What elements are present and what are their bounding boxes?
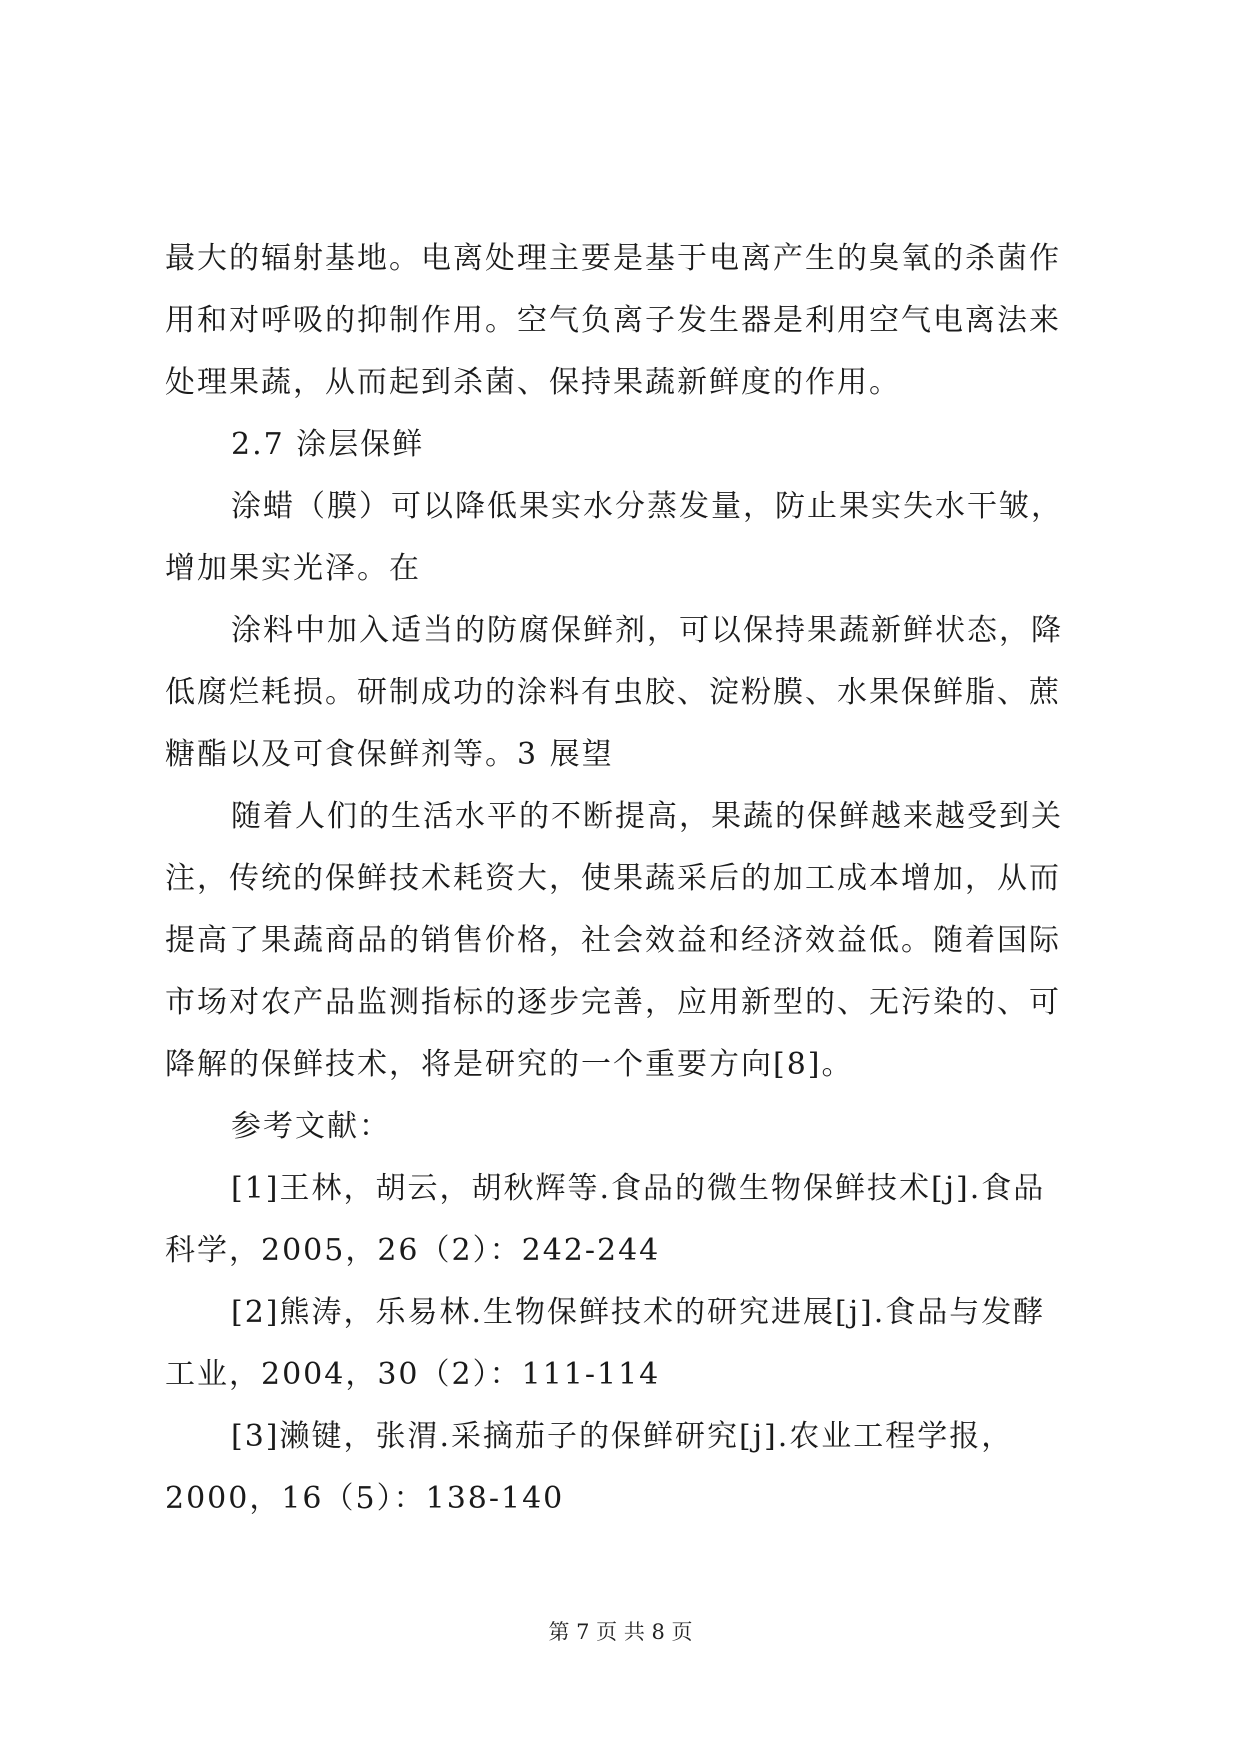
- paragraph-line: 处理果蔬，从而起到杀菌、保持果蔬新鲜度的作用。: [165, 365, 901, 400]
- paragraph-line: 降解的保鲜技术，将是研究的一个重要方向[8]。: [165, 1047, 854, 1082]
- section-heading: 2.7 涂层保鲜: [231, 427, 425, 462]
- paragraph-line: 提高了果蔬商品的销售价格，社会效益和经济效益低。随着国际: [165, 923, 1061, 958]
- paragraph-line: 涂料中加入适当的防腐保鲜剂，可以保持果蔬新鲜状态，降: [231, 613, 1063, 648]
- reference-item: [3]濑键，张渭.采摘茄子的保鲜研究[j].农业工程学报，: [231, 1419, 1014, 1454]
- paragraph-line: 涂蜡（膜）可以降低果实水分蒸发量，防止果实失水干皱，: [231, 489, 1063, 524]
- body-text: [165, 228, 1085, 1530]
- paragraph-line: 增加果实光泽。在: [165, 551, 421, 586]
- reference-item: 科学，2005，26（2）：242-244: [165, 1233, 661, 1268]
- reference-item: 2000，16（5）：138-140: [165, 1481, 565, 1516]
- paragraph-line: 糖酯以及可食保鲜剂等。3 展望: [165, 737, 614, 772]
- paragraph-line: 用和对呼吸的抑制作用。空气负离子发生器是利用空气电离法来: [165, 303, 1061, 338]
- references-heading: 参考文献：: [231, 1109, 391, 1144]
- paragraph-line: 市场对农产品监测指标的逐步完善，应用新型的、无污染的、可: [165, 985, 1061, 1020]
- reference-item: [2]熊涛，乐易林.生物保鲜技术的研究进展[j].食品与发酵: [231, 1295, 1046, 1330]
- page-footer: 第 7 页 共 8 页: [548, 1620, 693, 1644]
- paragraph-line: 低腐烂耗损。研制成功的涂料有虫胶、淀粉膜、水果保鲜脂、蔗: [165, 675, 1061, 710]
- paragraph-line: 随着人们的生活水平的不断提高，果蔬的保鲜越来越受到关: [231, 799, 1063, 834]
- paragraph-line: 注，传统的保鲜技术耗资大，使果蔬采后的加工成本增加，从而: [165, 861, 1061, 896]
- paragraph-line: 最大的辐射基地。电离处理主要是基于电离产生的臭氧的杀菌作: [165, 241, 1061, 276]
- reference-item: 工业，2004，30（2）：111-114: [165, 1357, 661, 1392]
- reference-item: [1]王林，胡云，胡秋辉等.食品的微生物保鲜技术[j].食品: [231, 1171, 1046, 1206]
